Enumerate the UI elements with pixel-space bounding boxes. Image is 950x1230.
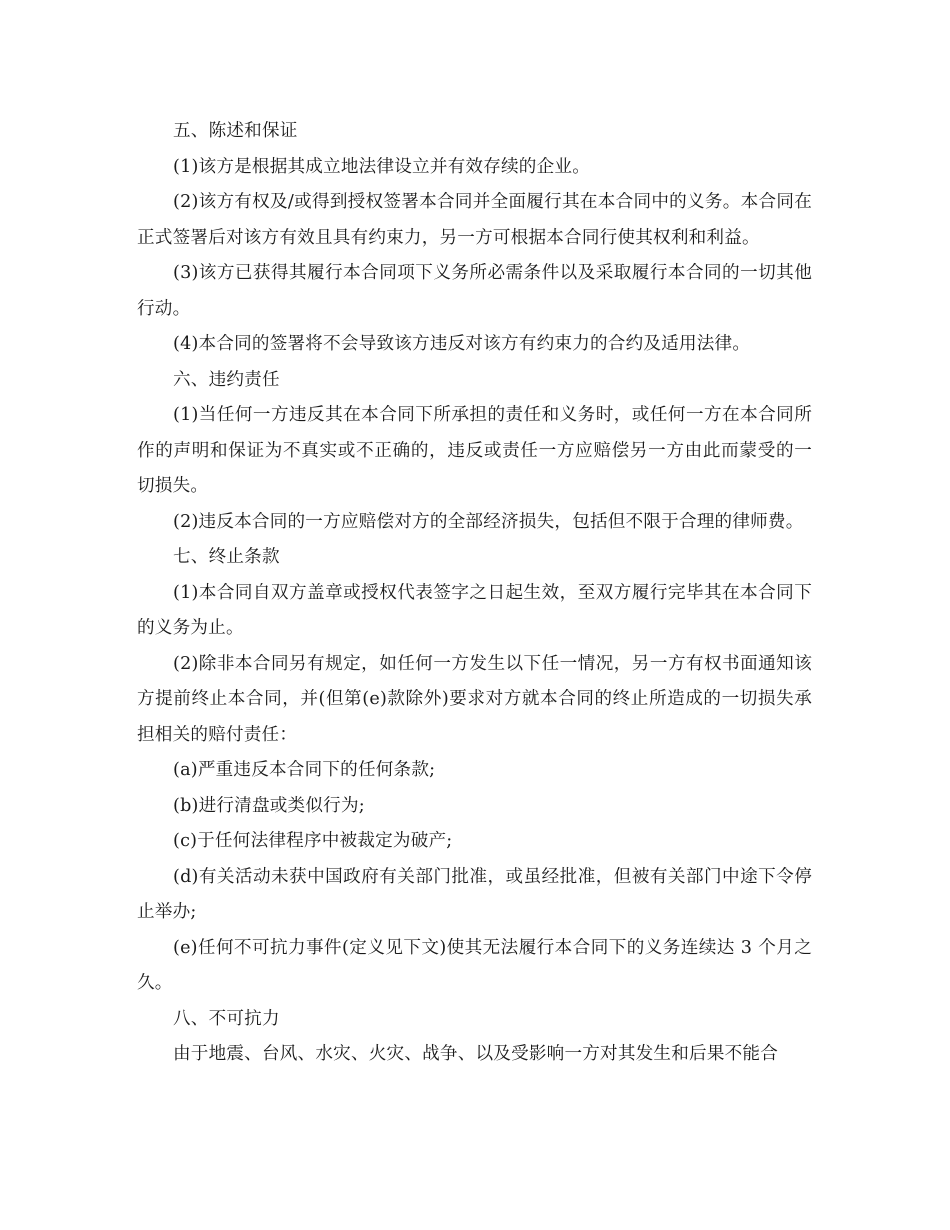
section-heading-representations: 五、陈述和保证	[173, 121, 298, 141]
section-heading-force-majeure: 八、不可抗力	[173, 1008, 280, 1029]
document-body	[137, 114, 812, 1073]
section-heading-termination: 七、终止条款	[173, 547, 280, 567]
clause-7-2-d: (d)有关活动未获中国政府有关部门批准，或虽经批准，但被有关部门中途下令停止举办;	[137, 866, 812, 922]
clause-7-1: (1)本合同自双方盖章或授权代表签字之日起生效，至双方履行完毕其在本合同下的义务为止。	[137, 582, 812, 638]
clause-5-1: (1)该方是根据其成立地法律设立并有效存续的企业。	[173, 156, 590, 177]
clause-7-2-c: (c)于任何法律程序中被裁定为破产;	[173, 831, 453, 851]
clause-8-body: 由于地震、台风、水灾、火灾、战争、以及受影响一方对其发生和后果不能合	[173, 1044, 778, 1064]
clause-6-1: (1)当任何一方违反其在本合同下所承担的责任和义务时，或任何一方在本合同所作的声明和保证为不真实或不正确的，违反或责任一方应赔偿另一方由此而蒙受的一切损失。	[137, 405, 812, 496]
section-heading-liability: 六、违约责任	[173, 369, 280, 390]
clause-7-2: (2)除非本合同另有规定，如任何一方发生以下任一情况，另一方有权书面通知该方提前终止本合同，并(但第(e)款除外)要求对方就本合同的终止所造成的一切损失承担相关的赔付责任：	[137, 653, 812, 745]
clause-5-2: (2)该方有权及/或得到授权签署本合同并全面履行其在本合同中的义务。本合同在正式签署后对该方有效且具有约束力，另一方可根据本合同行使其权利和利益。	[137, 192, 812, 248]
clause-7-2-b: (b)进行清盘或类似行为;	[173, 795, 365, 816]
clause-5-4: (4)本合同的签署将不会导致该方违反对该方有约束力的合约及适用法律。	[173, 334, 751, 354]
clause-5-3: (3)该方已获得其履行本合同项下义务所必需条件以及采取履行本合同的一切其他行动。	[137, 263, 812, 319]
clause-6-2: (2)违反本合同的一方应赔偿对方的全部经济损失，包括但不限于合理的律师费。	[173, 511, 804, 532]
clause-7-2-e: (e)任何不可抗力事件(定义见下文)使其无法履行本合同下的义务连续达 3 个月之久。	[137, 937, 812, 993]
clause-7-2-a: (a)严重违反本合同下的任何条款;	[173, 760, 436, 780]
